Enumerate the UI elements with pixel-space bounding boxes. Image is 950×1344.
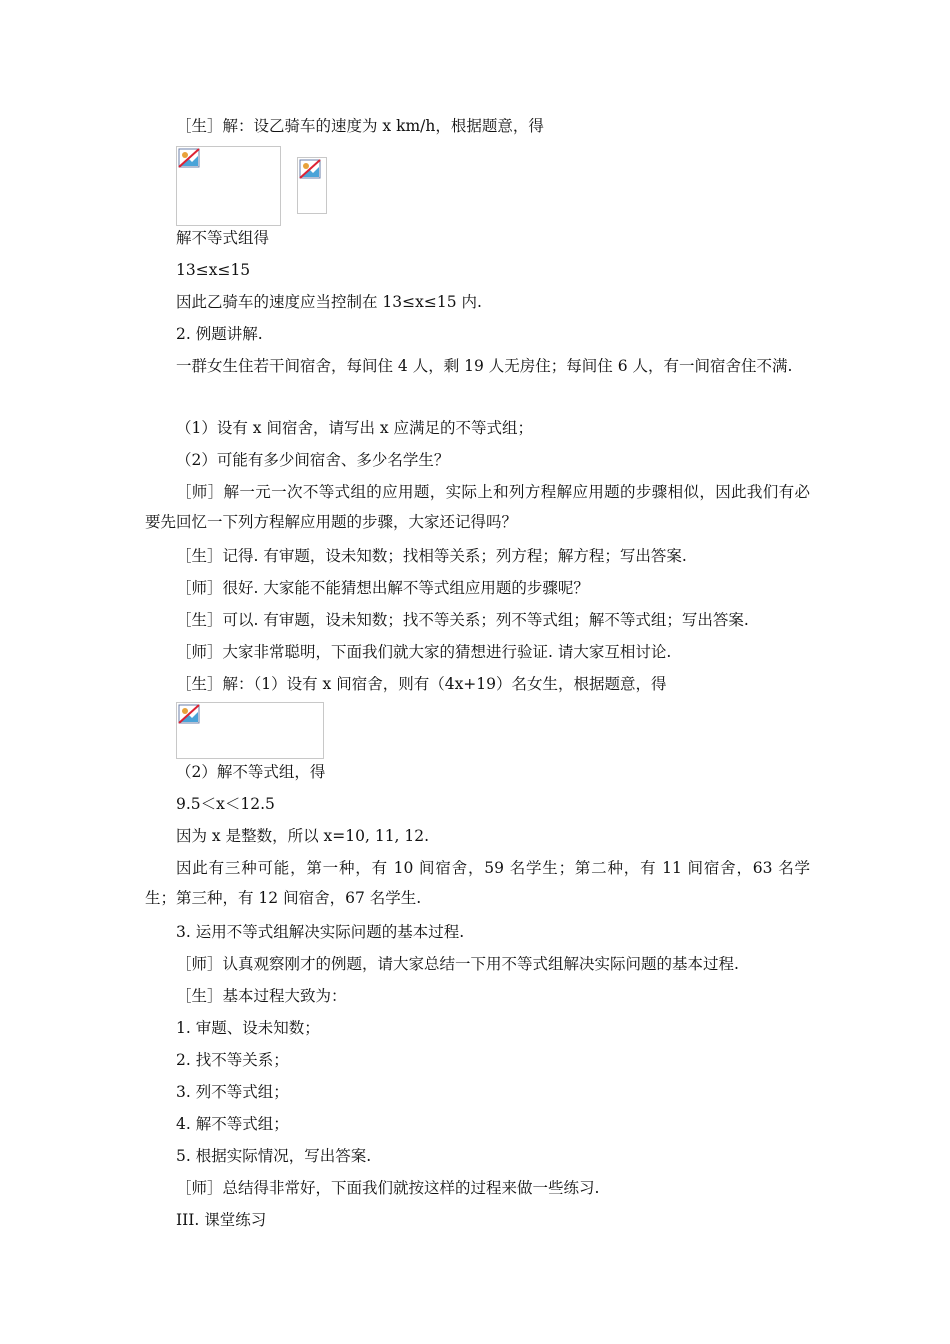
- broken-image-icon: [297, 157, 327, 214]
- text-line: ［师］总结得非常好，下面我们就按这样的过程来做一些练习.: [176, 1179, 600, 1197]
- text-line: 2. 例题讲解.: [176, 325, 263, 343]
- text-line: 因此乙骑车的速度应当控制在 13≤x≤15 内.: [176, 293, 482, 311]
- text-line: 1. 审题、设未知数；: [176, 1019, 320, 1037]
- section-heading: III. 课堂练习: [176, 1211, 267, 1229]
- text-line: 9.5＜x＜12.5: [176, 795, 275, 813]
- text-line: ［师］大家非常聪明，下面我们就大家的猜想进行验证. 请大家互相讨论.: [176, 643, 672, 661]
- text-line: ［生］可以. 有审题，设未知数；找不等关系；列不等式组；解不等式组；写出答案.: [176, 611, 749, 629]
- broken-image-icon: [176, 146, 281, 226]
- text-line: ［师］认真观察刚才的例题，请大家总结一下用不等式组解决实际问题的基本过程.: [176, 955, 739, 973]
- text-paragraph: ［师］解一元一次不等式组的应用题，实际上和列方程解应用题的步骤相似，因此我们有必要先回忆一下列方程解应用题的步骤，大家还记得吗？: [145, 483, 810, 531]
- text-line: 因为 x 是整数，所以 x=10, 11, 12.: [176, 827, 430, 845]
- text-line: ［生］解：（1）设有 x 间宿舍，则有（4x+19）名女生，根据题意，得: [176, 675, 667, 693]
- text-line: 3. 运用不等式组解决实际问题的基本过程.: [176, 923, 465, 941]
- broken-image-icon: [176, 702, 324, 759]
- text-line: 2. 找不等关系；: [176, 1051, 289, 1069]
- text-paragraph: 因此有三种可能，第一种，有 10 间宿舍，59 名学生；第二种，有 11 间宿舍，63 名学生；第三种，有 12 间宿舍，67 名学生.: [145, 859, 810, 907]
- text-line: 3. 列不等式组；: [176, 1083, 289, 1101]
- text-line: （2）可能有多少间宿舍、多少名学生？: [176, 451, 450, 469]
- text-line: 13≤x≤15: [176, 261, 251, 279]
- text-line: ［生］解：设乙骑车的速度为 x km/h，根据题意，得: [176, 117, 544, 135]
- text-line: 4. 解不等式组；: [176, 1115, 289, 1133]
- text-paragraph: 一群女生住若干间宿舍，每间住 4 人，剩 19 人无房住；每间住 6 人，有一间宿舍住不满.: [176, 357, 793, 375]
- text-line: （1）设有 x 间宿舍，请写出 x 应满足的不等式组；: [176, 419, 534, 437]
- text-line: ［生］基本过程大致为：: [176, 987, 347, 1005]
- text-line: 5. 根据实际情况，写出答案.: [176, 1147, 372, 1165]
- text-line: ［生］记得. 有审题，设未知数；找相等关系；列方程；解方程；写出答案.: [176, 547, 687, 565]
- text-line: （2）解不等式组，得: [176, 763, 326, 781]
- text-line: ［师］很好. 大家能不能猜想出解不等式组应用题的步骤呢？: [176, 579, 589, 597]
- text-line: 解不等式组得: [176, 229, 270, 247]
